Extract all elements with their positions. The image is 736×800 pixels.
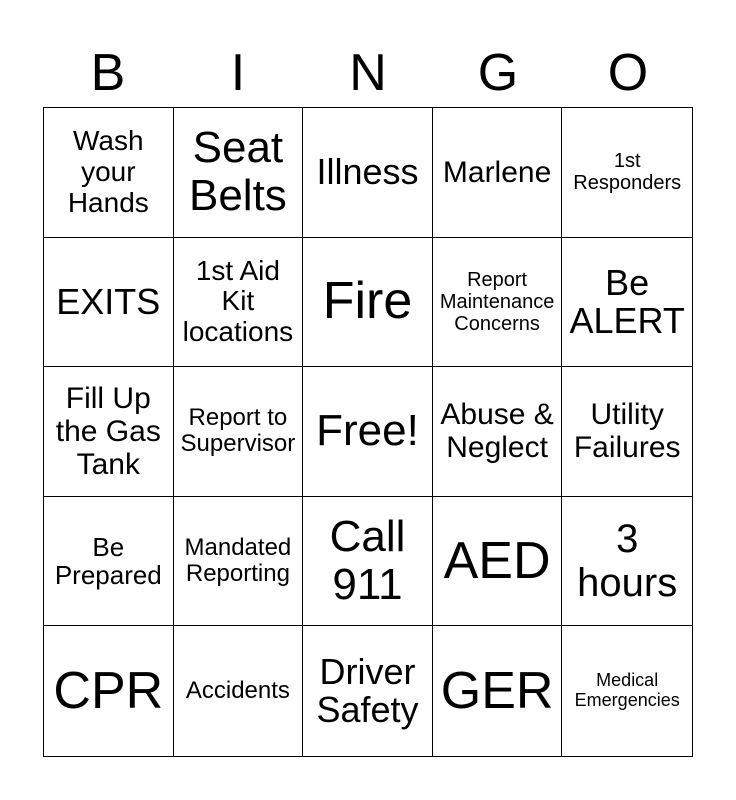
cell-label: CPR <box>53 661 164 720</box>
cell-label: Wash your Hands <box>67 125 149 218</box>
cell-label: AED <box>443 531 551 590</box>
cell-label: Fill Up the Gas Tank <box>55 381 161 481</box>
bingo-cell free-space[interactable] <box>303 367 433 497</box>
bingo-cell[interactable] <box>303 108 433 238</box>
bingo-cell[interactable] <box>433 626 563 756</box>
cell-label: Report Maintenance Concerns <box>439 268 555 335</box>
bingo-cell[interactable] <box>562 497 692 627</box>
header-letter-b: B <box>90 44 126 102</box>
bingo-header <box>43 42 693 104</box>
bingo-cell[interactable] <box>174 108 304 238</box>
cell-label: Abuse & Neglect <box>440 398 554 465</box>
cell-label: Marlene <box>442 155 552 189</box>
cell-label: Be ALERT <box>569 262 685 341</box>
header-letter-i: I <box>230 44 246 102</box>
cell-label: 3 hours <box>577 517 678 606</box>
bingo-card <box>43 107 693 757</box>
bingo-cell[interactable] <box>44 108 174 238</box>
bingo-cell[interactable] <box>433 367 563 497</box>
cell-label: Mandated Reporting <box>184 533 292 588</box>
bingo-cell[interactable] <box>303 626 433 756</box>
cell-label: EXITS <box>56 280 161 322</box>
cell-label: Medical Emergencies <box>574 670 680 711</box>
bingo-cell[interactable] <box>562 367 692 497</box>
bingo-cell[interactable] <box>44 626 174 756</box>
cell-label: 1st Responders <box>573 150 682 195</box>
cell-label: GER <box>440 661 554 720</box>
cell-label: Illness <box>316 151 419 193</box>
bingo-cell[interactable] <box>303 238 433 368</box>
bingo-cell[interactable] <box>433 108 563 238</box>
cell-label: 1st Aid Kit locations <box>182 254 294 348</box>
bingo-cell[interactable] <box>44 497 174 627</box>
bingo-cell[interactable] <box>44 367 174 497</box>
cell-label: Report to Supervisor <box>180 404 296 458</box>
cell-label: Call 911 <box>329 511 406 610</box>
cell-label: Driver Safety <box>316 651 419 731</box>
bingo-cell[interactable] <box>44 238 174 368</box>
cell-label: Be Prepared <box>54 531 162 591</box>
bingo-cell[interactable] <box>433 238 563 368</box>
header-letter-g: G <box>477 44 519 102</box>
bingo-cell[interactable] <box>174 367 304 497</box>
bingo-cell[interactable] <box>433 497 563 627</box>
bingo-cell[interactable] <box>562 108 692 238</box>
cell-label: Free! <box>316 406 419 456</box>
cell-label: Fire <box>322 272 413 331</box>
bingo-cell[interactable] <box>562 626 692 756</box>
cell-label: Seat Belts <box>188 122 287 221</box>
header-letter-o: O <box>607 44 649 102</box>
bingo-cell[interactable] <box>174 626 304 756</box>
cell-label: Utility Failures <box>573 398 681 465</box>
cell-label: Accidents <box>185 677 290 704</box>
bingo-cell[interactable] <box>303 497 433 627</box>
bingo-cell[interactable] <box>562 238 692 368</box>
header-letter-n: N <box>349 44 387 102</box>
bingo-cell[interactable] <box>174 497 304 627</box>
bingo-cell[interactable] <box>174 238 304 368</box>
